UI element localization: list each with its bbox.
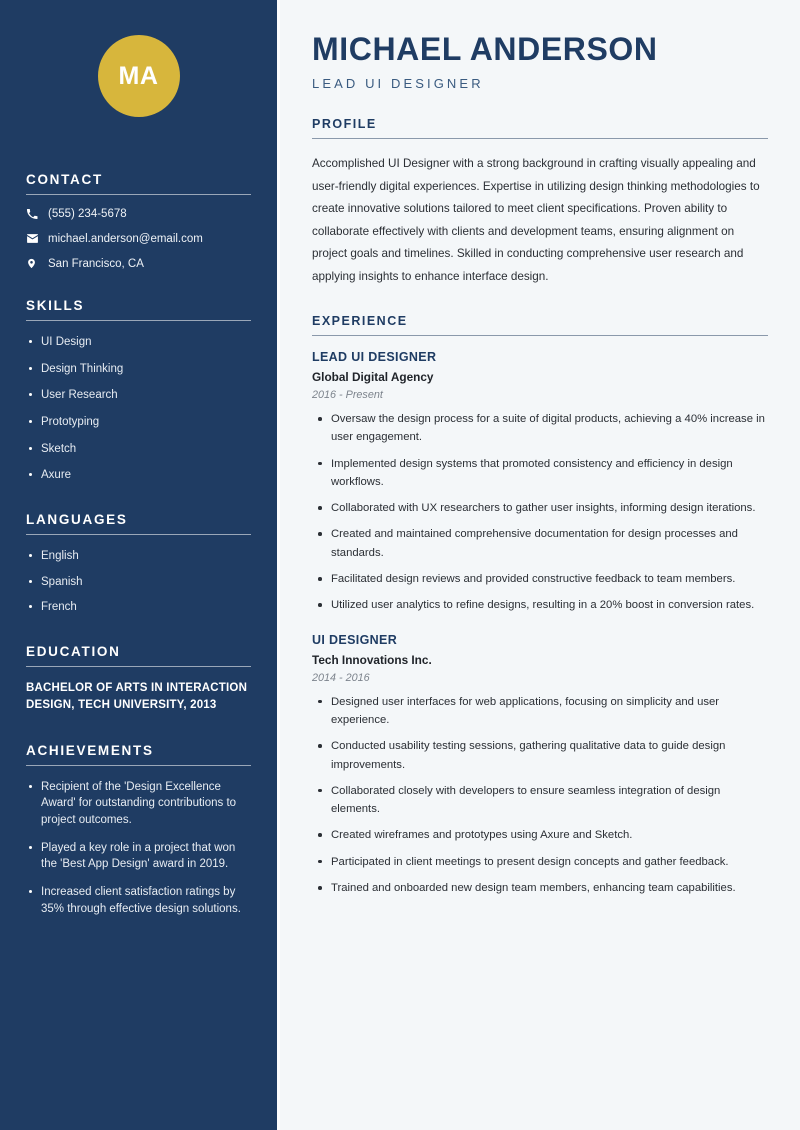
achievements-list xyxy=(26,779,251,918)
list-item: Recipient of the 'Design Excellence Award' for outstanding contributions to project outcomes. xyxy=(26,779,251,829)
list-item: Facilitated design reviews and provided constructive feedback to team members. xyxy=(312,570,768,588)
list-item: Increased client satisfaction ratings by 35% through effective design solutions. xyxy=(26,884,251,917)
list-item: Axure xyxy=(26,467,251,484)
contact-divider xyxy=(26,194,251,195)
contact-email-value: michael.anderson@email.com xyxy=(48,232,203,245)
experience-role: LEAD UI DESIGNER xyxy=(312,350,437,364)
list-item: English xyxy=(26,548,251,565)
list-item: Created and maintained comprehensive documentation for design processes and standards. xyxy=(312,525,768,562)
list-item: French xyxy=(26,599,251,616)
achievements-heading: ACHIEVEMENTS xyxy=(26,742,154,758)
skills-divider xyxy=(26,320,251,321)
list-item: Designed user interfaces for web applications, focusing on simplicity and user experience. xyxy=(312,693,768,730)
list-item: Conducted usability testing sessions, gathering qualitative data to guide design improvements. xyxy=(312,737,768,774)
skills-heading: SKILLS xyxy=(26,298,85,313)
contact-heading: CONTACT xyxy=(26,172,103,187)
sidebar-section-languages xyxy=(26,512,251,616)
experience-divider xyxy=(312,335,768,336)
contact-row-phone[interactable] xyxy=(26,208,251,220)
list-item: Trained and onboarded new design team members, enhancing team capabilities. xyxy=(312,879,768,897)
list-item: Played a key role in a project that won the 'Best App Design' award in 2019. xyxy=(26,840,251,873)
phone-icon xyxy=(26,208,48,220)
profile-text: Accomplished UI Designer with a strong background in crafting visually appealing and user-friendly digital experiences. Expertise in utilizing design thinking methodologies to create innovative solutions tailored to meet client specifications. Proven ability to collaborate effectively with clients and development teams, ensuring alignment on project goals and timelines. Skilled in conducting comprehensive user research and applying insights to enhance interface design. xyxy=(312,157,760,283)
experience-entry xyxy=(312,633,768,898)
envelope-icon xyxy=(26,232,48,245)
experience-company: Global Digital Agency xyxy=(312,370,434,384)
contact-phone-value: (555) 234-5678 xyxy=(48,208,127,220)
skills-list xyxy=(26,334,251,484)
section-experience xyxy=(312,314,768,897)
education-divider xyxy=(26,666,251,667)
education-entry: BACHELOR OF ARTS IN INTERACTION DESIGN, TECH UNIVERSITY, 2013 xyxy=(26,682,248,712)
list-item: Participated in client meetings to present design concepts and gather feedback. xyxy=(312,853,768,871)
list-item: Prototyping xyxy=(26,414,251,431)
education-heading: EDUCATION xyxy=(26,644,121,660)
page-title: MICHAEL ANDERSON xyxy=(312,31,658,67)
list-item: Oversaw the design process for a suite of digital products, achieving a 40% increase in user engagement. xyxy=(312,410,768,447)
experience-company: Tech Innovations Inc. xyxy=(312,652,432,667)
contact-location-value: San Francisco, CA xyxy=(48,257,144,270)
profile-heading: PROFILE xyxy=(312,117,377,132)
sidebar xyxy=(0,0,277,1130)
sidebar-section-skills xyxy=(26,298,251,484)
languages-heading: LANGUAGES xyxy=(26,512,128,528)
achievements-divider xyxy=(26,765,251,766)
languages-list xyxy=(26,548,251,616)
languages-divider xyxy=(26,534,251,535)
location-pin-icon xyxy=(26,257,48,270)
sidebar-section-education xyxy=(26,644,251,715)
list-item: Sketch xyxy=(26,441,251,458)
list-item: UI Design xyxy=(26,334,251,351)
profile-divider xyxy=(312,138,768,139)
list-item: Implemented design systems that promoted consistency and efficiency in design workflows. xyxy=(312,455,768,492)
main-content xyxy=(280,0,800,1130)
experience-bullet-list xyxy=(312,693,768,898)
contact-row-email[interactable] xyxy=(26,232,251,245)
list-item: Collaborated with UX researchers to gather user insights, informing design iterations. xyxy=(312,499,768,517)
experience-bullet-list xyxy=(312,410,768,615)
list-item: Created wireframes and prototypes using Axure and Sketch. xyxy=(312,826,768,844)
experience-role: UI DESIGNER xyxy=(312,632,398,647)
list-item: Collaborated closely with developers to ensure seamless integration of design elements. xyxy=(312,782,768,819)
section-profile xyxy=(312,117,768,288)
list-item: Utilized user analytics to refine designs, resulting in a 20% boost in conversion rates. xyxy=(312,596,768,614)
list-item: User Research xyxy=(26,387,251,404)
sidebar-section-contact xyxy=(26,172,251,270)
experience-entry xyxy=(312,350,768,615)
experience-dates: 2014 - 2016 xyxy=(312,671,370,684)
avatar: MA xyxy=(98,35,180,117)
experience-dates: 2016 - Present xyxy=(312,389,383,401)
list-item: Design Thinking xyxy=(26,361,251,378)
contact-row-location[interactable] xyxy=(26,257,251,270)
list-item: Spanish xyxy=(26,574,251,591)
job-title-subtitle: LEAD UI DESIGNER xyxy=(312,76,484,92)
avatar-container xyxy=(26,0,251,127)
sidebar-section-achievements xyxy=(26,743,251,918)
experience-heading: EXPERIENCE xyxy=(312,314,408,328)
